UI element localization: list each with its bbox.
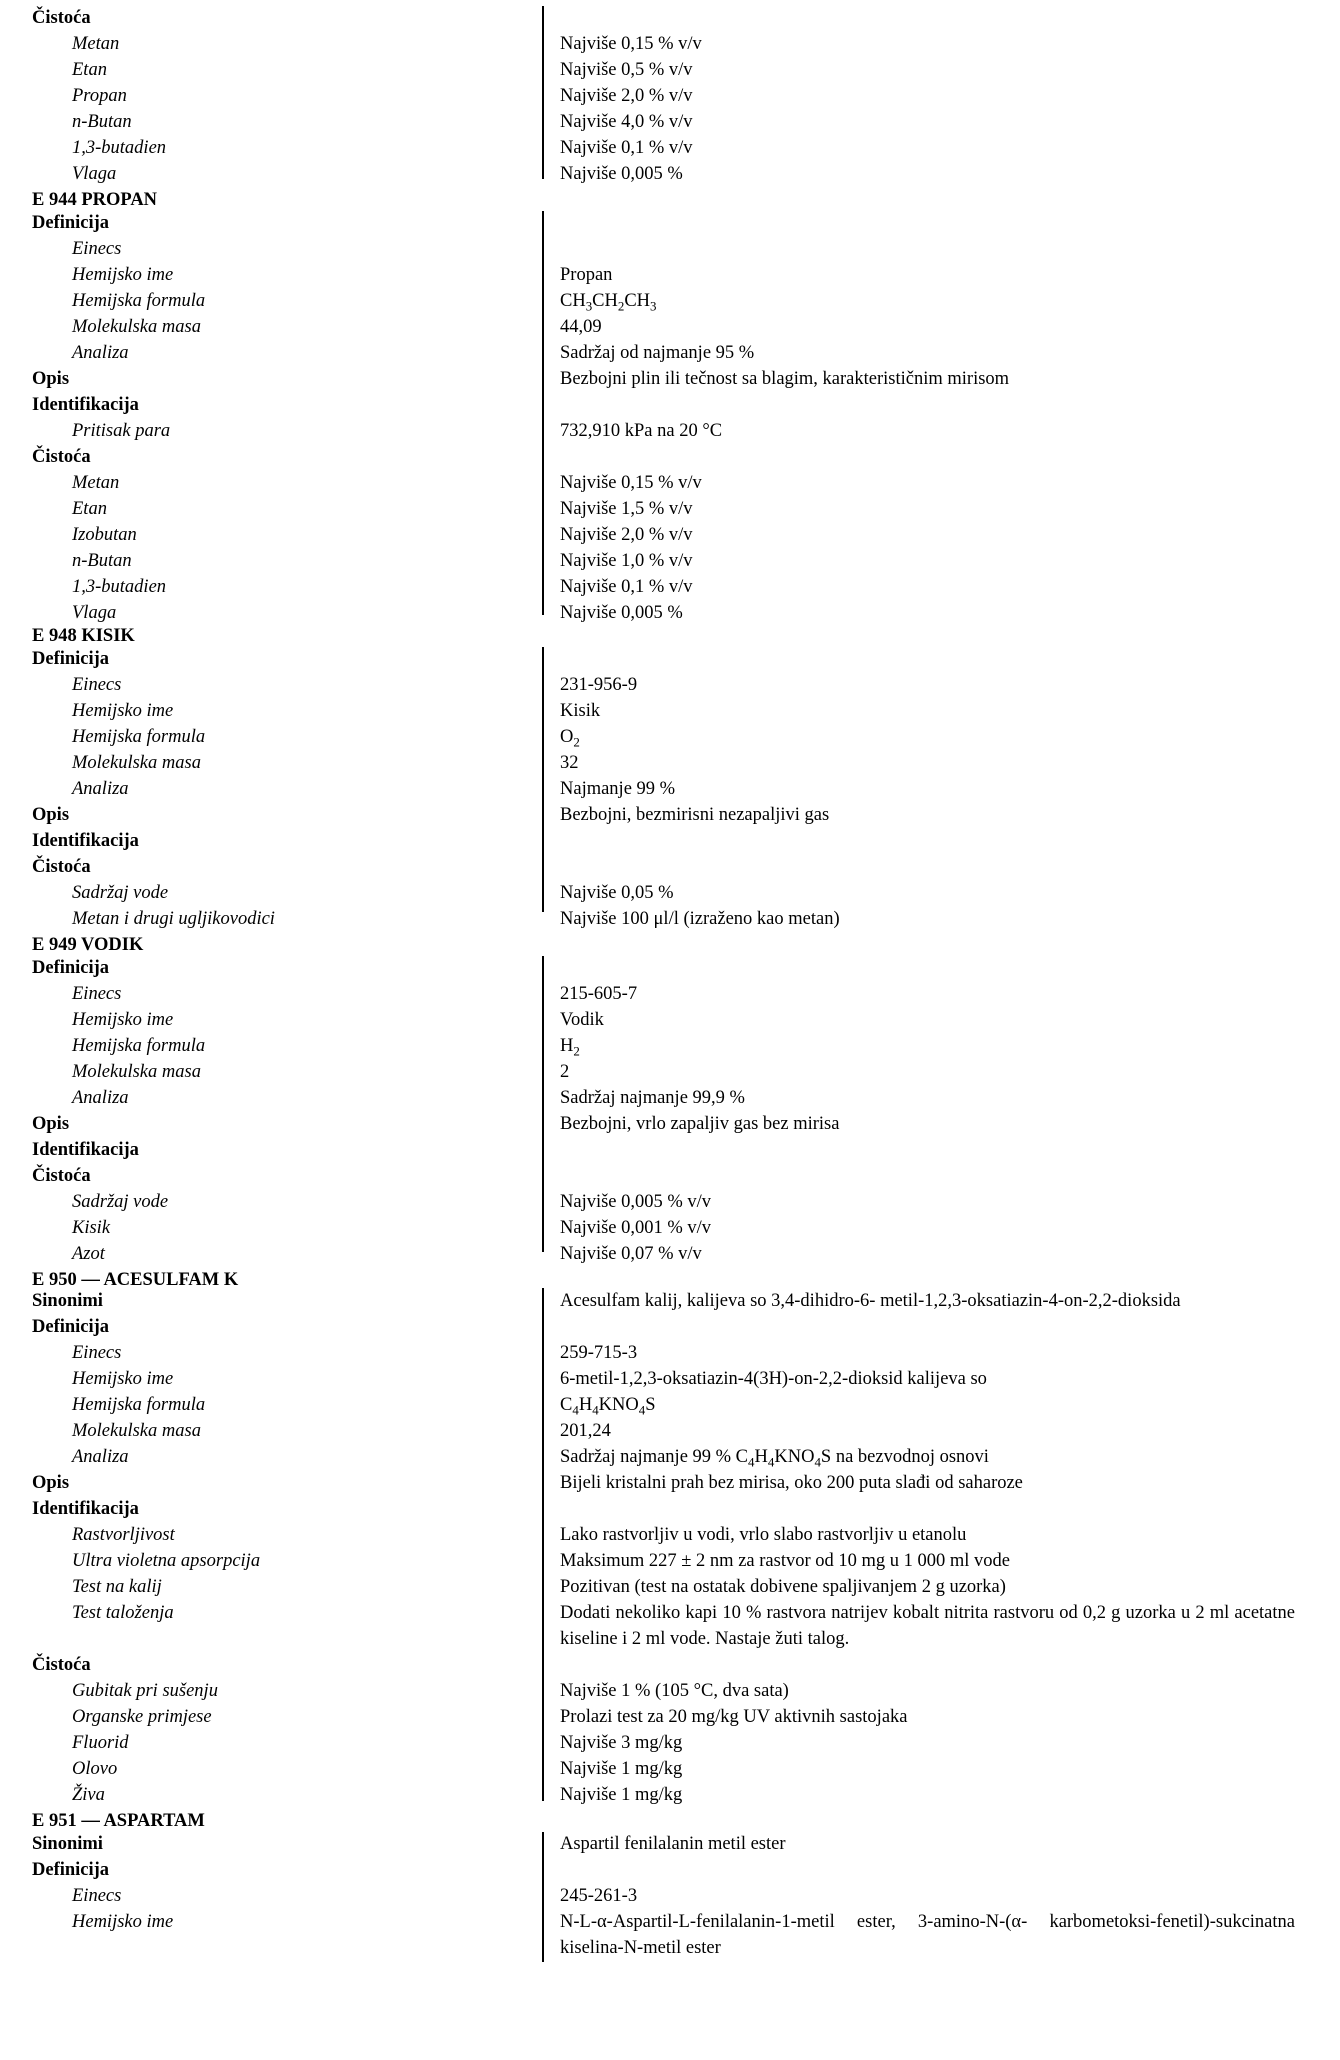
section-heading-cistoca: Čistoća	[32, 8, 91, 28]
section-heading-sinonimi: Sinonimi	[32, 1834, 103, 1854]
property-value: Dodati nekoliko kapi 10 % rastvora natrijev kobalt nitrita rastvoru od 0,2 g uzorka u 2 ml acetatne kiseline i 2 ml vode. Nastaje žuti talog.	[560, 1603, 1295, 1649]
spec-row	[0, 981, 1340, 1007]
section-heading-definicija: Definicija	[32, 649, 110, 669]
property-value: 732,910 kPa na 20 °C	[560, 421, 723, 441]
spec-row	[0, 288, 1340, 314]
spec-row	[0, 1756, 1340, 1782]
property-value: Najviše 0,05 %	[560, 883, 674, 903]
spec-row	[0, 1163, 1340, 1189]
spec-row	[0, 698, 1340, 724]
property-label-etan: Etan	[72, 499, 107, 519]
spec-row	[0, 57, 1340, 83]
property-label-vlaga: Vlaga	[72, 164, 117, 184]
spec-row	[0, 1600, 1340, 1649]
spec-row	[0, 210, 1340, 236]
property-label-hemijska-formula: Hemijska formula	[72, 1395, 206, 1415]
property-value: Najviše 0,005 %	[560, 603, 683, 623]
section-heading-opis: Opis	[32, 805, 70, 825]
property-value: 259-715-3	[560, 1343, 638, 1363]
spec-row	[0, 418, 1340, 444]
spec-row	[0, 1909, 1340, 1958]
section-heading-identifikacija: Identifikacija	[32, 1140, 139, 1160]
section-heading-identifikacija: Identifikacija	[32, 1499, 139, 1519]
spec-row	[0, 1059, 1340, 1085]
spec-row	[0, 880, 1340, 906]
property-label-einecs: Einecs	[72, 984, 122, 1004]
section-heading-e-949-vodik: E 949 VODIK	[32, 935, 144, 955]
spec-row	[0, 854, 1340, 880]
property-value: $CH_3CH_2CH_3$	[560, 291, 657, 314]
spec-row	[0, 1215, 1340, 1241]
property-value: Najviše 0,001 % v/v	[560, 1218, 712, 1238]
property-value: Najviše 4,0 % v/v	[560, 112, 693, 132]
property-value: Acesulfam kalij, kalijeva so 3,4-dihidro-6- metil-1,2,3-oksatiazin-4-on-2,2-dioksida	[560, 1291, 1181, 1311]
property-label-hemijsko-ime: Hemijsko ime	[72, 265, 174, 285]
spec-row	[0, 1366, 1340, 1392]
property-label-izobutan: Izobutan	[72, 525, 137, 545]
property-value: Propan	[560, 265, 613, 285]
property-label-molekulska-masa: Molekulska masa	[72, 1421, 201, 1441]
property-value: 44,09	[560, 317, 602, 337]
property-value: Najviše 0,1 % v/v	[560, 577, 693, 597]
spec-row	[0, 1444, 1340, 1470]
property-value: Najviše 0,1 % v/v	[560, 138, 693, 158]
spec-row	[0, 548, 1340, 574]
property-value: Najviše 1 mg/kg	[560, 1759, 683, 1779]
spec-row	[0, 776, 1340, 802]
spec-row	[0, 955, 1340, 981]
spec-row	[0, 262, 1340, 288]
spec-row	[0, 646, 1340, 672]
spec-row	[0, 1418, 1340, 1444]
spec-row	[0, 1189, 1340, 1215]
spec-row	[0, 672, 1340, 698]
spec-row	[0, 1678, 1340, 1704]
property-label-1-3-butadien: 1,3-butadien	[72, 138, 167, 158]
property-value: $H_2$	[560, 1036, 580, 1059]
column-divider	[542, 1288, 544, 1801]
property-value: Najmanje 99 %	[560, 779, 676, 799]
spec-row	[0, 496, 1340, 522]
property-label-analiza: Analiza	[72, 1447, 129, 1467]
property-value: Vodik	[560, 1010, 604, 1030]
spec-row	[0, 1288, 1340, 1314]
column-divider	[542, 211, 544, 615]
spec-row	[0, 444, 1340, 470]
spec-row	[0, 1111, 1340, 1137]
property-value: Bezbojni, vrlo zapaljiv gas bez mirisa	[560, 1114, 840, 1134]
property-label-einecs: Einecs	[72, 1886, 122, 1906]
spec-row	[0, 1522, 1340, 1548]
section-heading-opis: Opis	[32, 1473, 70, 1493]
property-label-einecs: Einecs	[72, 675, 122, 695]
property-label-metan: Metan	[72, 34, 120, 54]
spec-row	[0, 828, 1340, 854]
property-label-hemijsko-ime: Hemijsko ime	[72, 1369, 174, 1389]
property-value: Najviše 1 % (105 °C, dva sata)	[560, 1681, 789, 1701]
spec-row	[0, 1137, 1340, 1163]
property-value: 32	[560, 753, 579, 773]
property-label-analiza: Analiza	[72, 343, 129, 363]
property-label-azot: Azot	[72, 1244, 105, 1264]
property-label-n-butan: n-Butan	[72, 551, 132, 571]
spec-row	[0, 314, 1340, 340]
property-label-pritisak-para: Pritisak para	[72, 421, 171, 441]
property-value: Sadržaj najmanje 99,9 %	[560, 1088, 745, 1108]
property-label-kisik: Kisik	[72, 1218, 111, 1238]
section-heading-e-944-propan: E 944 PROPAN	[32, 190, 158, 210]
property-label-hemijska-formula: Hemijska formula	[72, 727, 206, 747]
property-value: Najviše 0,005 %	[560, 164, 683, 184]
property-label-1-3-butadien: 1,3-butadien	[72, 577, 167, 597]
property-label-n-butan: n-Butan	[72, 112, 132, 132]
property-value: Najviše 0,005 % v/v	[560, 1192, 712, 1212]
property-label-gubitak-pri-susenju: Gubitak pri sušenju	[72, 1681, 218, 1701]
spec-row	[0, 750, 1340, 776]
property-value: Najviše 0,15 % v/v	[560, 34, 702, 54]
property-label-hemijsko-ime: Hemijsko ime	[72, 701, 174, 721]
property-value: N-L-α-Aspartil-L-fenilalanin-1-metil ester, 3-amino-N-(α- karbometoksi-fenetil)-sukcinatna kiselina-N-metil ester	[560, 1912, 1295, 1958]
spec-row	[0, 522, 1340, 548]
spec-row	[0, 392, 1340, 418]
spec-row	[0, 83, 1340, 109]
property-label-analiza: Analiza	[72, 779, 129, 799]
spec-row	[0, 1340, 1340, 1366]
spec-row	[0, 236, 1340, 262]
spec-row	[0, 1831, 1340, 1857]
spec-row	[0, 1883, 1340, 1909]
property-label-test-na-kalij: Test na kalij	[72, 1577, 162, 1597]
spec-row	[0, 802, 1340, 828]
property-value: Najviše 100 μl/l (izraženo kao metan)	[560, 909, 840, 929]
property-value: Najviše 0,15 % v/v	[560, 473, 702, 493]
property-value: $C_4H_4KNO_4S$	[560, 1395, 656, 1418]
section-heading-identifikacija: Identifikacija	[32, 395, 139, 415]
property-label-metan-i-drugi-ugljikovodici: Metan i drugi ugljikovodici	[72, 909, 275, 929]
section-heading-sinonimi: Sinonimi	[32, 1291, 103, 1311]
spec-row	[0, 1470, 1340, 1496]
spec-row	[0, 1314, 1340, 1340]
property-value: Najviše 3 mg/kg	[560, 1733, 683, 1753]
property-value: 245-261-3	[560, 1886, 638, 1906]
spec-row	[0, 109, 1340, 135]
property-label-organske-primjese: Organske primjese	[72, 1707, 212, 1727]
property-value: 201,24	[560, 1421, 611, 1441]
section-heading-definicija: Definicija	[32, 1317, 110, 1337]
section-heading-cistoca: Čistoća	[32, 447, 91, 467]
property-value: Najviše 0,5 % v/v	[560, 60, 693, 80]
property-label-hemijska-formula: Hemijska formula	[72, 1036, 206, 1056]
spec-row	[0, 1392, 1340, 1418]
property-value: Bezbojni, bezmirisni nezapaljivi gas	[560, 805, 830, 825]
section-heading-identifikacija: Identifikacija	[32, 831, 139, 851]
spec-row	[0, 161, 1340, 187]
property-value: Aspartil fenilalanin metil ester	[560, 1834, 786, 1854]
property-label-molekulska-masa: Molekulska masa	[72, 317, 201, 337]
property-value: 231-956-9	[560, 675, 638, 695]
property-value: Sadržaj najmanje 99 % $C_4H_4KNO_4S$ na bezvodnoj osnovi	[560, 1447, 989, 1470]
spec-row	[0, 724, 1340, 750]
property-label-test-talozenja: Test taloženja	[72, 1603, 174, 1623]
column-divider	[542, 647, 544, 912]
spec-row	[0, 1496, 1340, 1522]
property-value: $O_2$	[560, 727, 580, 750]
property-value: Najviše 1 mg/kg	[560, 1785, 683, 1805]
spec-row	[0, 366, 1340, 392]
spec-row	[0, 1548, 1340, 1574]
section-heading-definicija: Definicija	[32, 1860, 110, 1880]
property-label-vlaga: Vlaga	[72, 603, 117, 623]
spec-row	[0, 1857, 1340, 1883]
property-label-rastvorljivost: Rastvorljivost	[72, 1525, 175, 1545]
property-label-propan: Propan	[72, 86, 127, 106]
spec-row	[0, 1574, 1340, 1600]
property-value: Najviše 0,07 % v/v	[560, 1244, 702, 1264]
section-heading-opis: Opis	[32, 1114, 70, 1134]
spec-row	[0, 1085, 1340, 1111]
property-label-sadrzaj-vode: Sadržaj vode	[72, 883, 169, 903]
spec-row	[0, 31, 1340, 57]
property-label-einecs: Einecs	[72, 239, 122, 259]
property-value: Lako rastvorljiv u vodi, vrlo slabo rastvorljiv u etanolu	[560, 1525, 967, 1545]
spec-row	[0, 1704, 1340, 1730]
property-value: Bezbojni plin ili tečnost sa blagim, karakterističnim mirisom	[560, 369, 1010, 389]
property-value: Bijeli kristalni prah bez mirisa, oko 200 puta slađi od saharoze	[560, 1473, 1023, 1493]
section-heading-definicija: Definicija	[32, 213, 110, 233]
spec-row	[0, 1782, 1340, 1808]
property-label-olovo: Olovo	[72, 1759, 118, 1779]
spec-row	[0, 470, 1340, 496]
property-value: Prolazi test za 20 mg/kg UV aktivnih sastojaka	[560, 1707, 908, 1727]
section-heading-cistoca: Čistoća	[32, 1655, 91, 1675]
property-label-analiza: Analiza	[72, 1088, 129, 1108]
property-value: 6-metil-1,2,3-oksatiazin-4(3H)-on-2,2-dioksid kalijeva so	[560, 1369, 987, 1389]
property-label-metan: Metan	[72, 473, 120, 493]
property-value: 215-605-7	[560, 984, 638, 1004]
property-label-fluorid: Fluorid	[72, 1733, 129, 1753]
spec-row	[0, 1652, 1340, 1678]
property-value: Pozitivan (test na ostatak dobivene spaljivanjem 2 g uzorka)	[560, 1577, 1006, 1597]
spec-row	[0, 1241, 1340, 1267]
section-heading-cistoca: Čistoća	[32, 1166, 91, 1186]
spec-row	[0, 1007, 1340, 1033]
spec-row	[0, 135, 1340, 161]
property-label-sadrzaj-vode: Sadržaj vode	[72, 1192, 169, 1212]
property-label-hemijsko-ime: Hemijsko ime	[72, 1912, 174, 1932]
property-label-molekulska-masa: Molekulska masa	[72, 1062, 201, 1082]
property-label-etan: Etan	[72, 60, 107, 80]
spec-row	[0, 906, 1340, 932]
section-heading-e-951-aspartam: E 951 — ASPARTAM	[32, 1811, 205, 1831]
column-divider	[542, 1832, 544, 1962]
property-value: Najviše 1,0 % v/v	[560, 551, 693, 571]
property-value: Najviše 2,0 % v/v	[560, 525, 693, 545]
section-heading-e-950-acesulfam-k: E 950 — ACESULFAM K	[32, 1270, 239, 1290]
property-value: 2	[560, 1062, 570, 1082]
spec-row	[0, 340, 1340, 366]
column-divider	[542, 6, 544, 179]
property-label-ultra-violetna-apsorpcija: Ultra violetna apsorpcija	[72, 1551, 261, 1571]
property-label-ziva: Živa	[72, 1785, 105, 1805]
property-value: Sadržaj od najmanje 95 %	[560, 343, 755, 363]
spec-row	[0, 574, 1340, 600]
spec-row	[0, 1033, 1340, 1059]
section-heading-definicija: Definicija	[32, 958, 110, 978]
spec-row	[0, 1730, 1340, 1756]
section-heading-e-948-kisik: E 948 KISIK	[32, 626, 135, 646]
property-label-hemijska-formula: Hemijska formula	[72, 291, 206, 311]
property-label-molekulska-masa: Molekulska masa	[72, 753, 201, 773]
spec-row	[0, 5, 1340, 31]
column-divider	[542, 956, 544, 1252]
property-value: Maksimum 227 ± 2 nm za rastvor od 10 mg u 1 000 ml vode	[560, 1551, 1010, 1571]
property-value: Najviše 2,0 % v/v	[560, 86, 693, 106]
section-heading-cistoca: Čistoća	[32, 857, 91, 877]
section-heading-opis: Opis	[32, 369, 70, 389]
property-label-hemijsko-ime: Hemijsko ime	[72, 1010, 174, 1030]
property-value: Kisik	[560, 701, 601, 721]
property-label-einecs: Einecs	[72, 1343, 122, 1363]
property-value: Najviše 1,5 % v/v	[560, 499, 693, 519]
